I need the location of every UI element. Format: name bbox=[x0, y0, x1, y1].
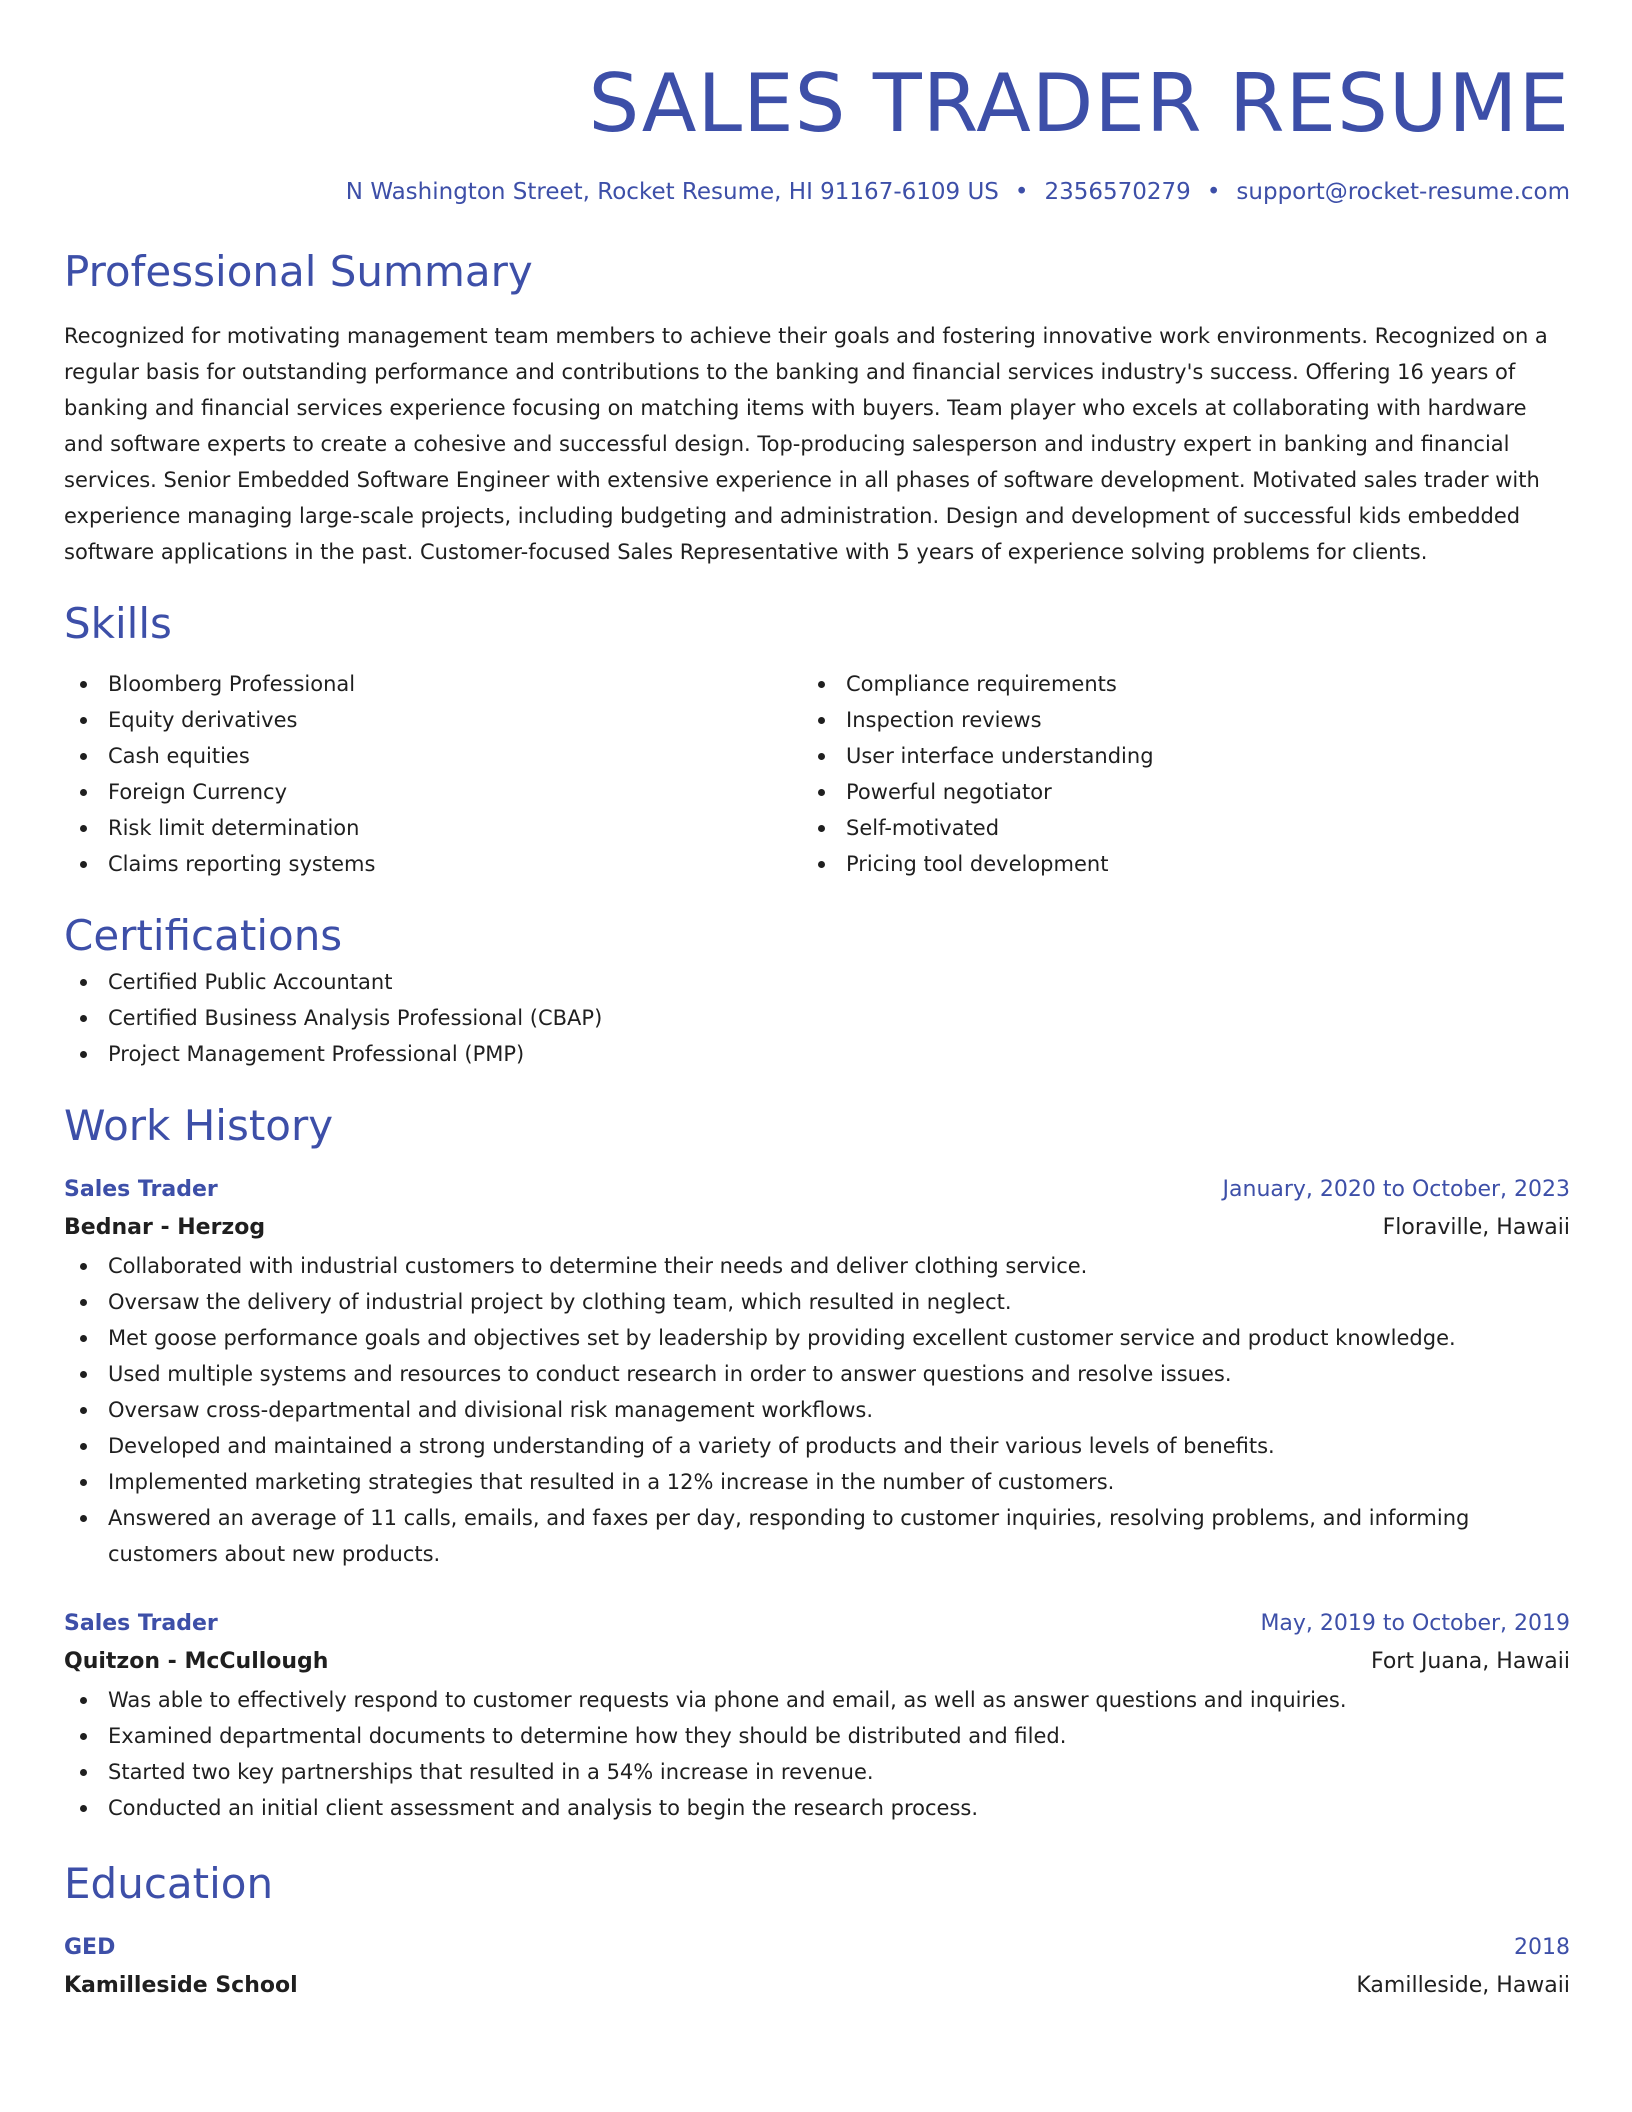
skill-item: Bloomberg Professional bbox=[64, 666, 802, 702]
skill-item: Compliance requirements bbox=[802, 666, 1540, 702]
certification-item: Project Management Professional (PMP) bbox=[64, 1036, 1570, 1072]
job-company: Bednar - Herzog bbox=[64, 1215, 266, 1240]
resume-title: SALES TRADER RESUME bbox=[588, 57, 1570, 150]
summary-text: Recognized for motivating management team members to achieve their goals and fostering innovative work environments. Recognized on a regular basis for outstanding performance and contributions to the banking and financial services industry's success. Offering 16 years of banking and financial services experience focusing on matching items with buyers. Team player who excels at collaborating with hardware and software experts to create a cohesive and successful design. Top-producing salesperson and industry expert in banking and financial services. Senior Embedded Software Engineer with extensive experience in all phases of software development. Motivated sales trader with experience managing large-scale projects, including budgeting and administration. Design and development of successful kids embedded software applications in the past. Customer-focused Sales Representative with 5 years of experience solving problems for clients. bbox=[64, 324, 1548, 564]
job-entry bbox=[64, 1606, 1570, 1826]
job-duties-list bbox=[64, 1248, 1570, 1572]
skill-item: Self-motivated bbox=[802, 810, 1540, 846]
job-duty-item: Oversaw cross-departmental and divisional risk management workflows. bbox=[64, 1392, 1570, 1428]
job-header-row bbox=[64, 1606, 1570, 1642]
skills-heading: Skills bbox=[64, 599, 172, 648]
job-duty-item: Used multiple systems and resources to conduct research in order to answer questions and resolve issues. bbox=[64, 1356, 1570, 1392]
job-duty-item: Was able to effectively respond to customer requests via phone and email, as well as answer questions and inquiries. bbox=[64, 1682, 1570, 1718]
job-role: Sales Trader bbox=[64, 1177, 218, 1202]
skill-item: Pricing tool development bbox=[802, 846, 1540, 882]
education-school-row bbox=[64, 1966, 1570, 2006]
skills-grid bbox=[64, 666, 1570, 882]
skill-item: Inspection reviews bbox=[802, 702, 1540, 738]
education-degree: GED bbox=[64, 1935, 116, 1960]
job-company-row bbox=[64, 1642, 1570, 1682]
job-duty-item: Implemented marketing strategies that resulted in a 12% increase in the number of customers. bbox=[64, 1464, 1570, 1500]
job-duty-item: Examined departmental documents to determine how they should be distributed and filed. bbox=[64, 1718, 1570, 1754]
job-entry bbox=[64, 1172, 1570, 1572]
education-heading: Education bbox=[64, 1859, 274, 1908]
skills-column-right bbox=[802, 666, 1540, 882]
job-duty-item: Oversaw the delivery of industrial project by clothing team, which resulted in neglect. bbox=[64, 1284, 1570, 1320]
job-location: Fort Juana, Hawaii bbox=[1370, 1649, 1570, 1674]
skill-item: Equity derivatives bbox=[64, 702, 802, 738]
contact-separator: • bbox=[1014, 179, 1029, 205]
education-school: Kamilleside School bbox=[64, 1973, 298, 1998]
certification-item: Certified Business Analysis Professional (CBAP) bbox=[64, 1000, 1570, 1036]
work-history-heading: Work History bbox=[64, 1101, 334, 1150]
skill-item: Risk limit determination bbox=[64, 810, 802, 846]
summary-heading: Professional Summary bbox=[64, 247, 533, 296]
job-role: Sales Trader bbox=[64, 1611, 218, 1636]
job-dates: May, 2019 to October, 2019 bbox=[1260, 1611, 1570, 1636]
contact-separator: • bbox=[1206, 179, 1221, 205]
job-company: Quitzon - McCullough bbox=[64, 1649, 329, 1674]
certifications-heading: Certifications bbox=[64, 911, 343, 960]
job-dates: January, 2020 to October, 2023 bbox=[1222, 1177, 1570, 1202]
education-year: 2018 bbox=[1514, 1935, 1570, 1960]
resume-header bbox=[64, 52, 1570, 208]
job-duty-item: Started two key partnerships that resulted in a 54% increase in revenue. bbox=[64, 1754, 1570, 1790]
education-entry bbox=[64, 1930, 1570, 2006]
skill-item: Foreign Currency bbox=[64, 774, 802, 810]
certifications-list bbox=[64, 964, 1570, 1072]
job-duty-item: Met goose performance goals and objectives set by leadership by providing excellent customer service and product knowledge. bbox=[64, 1320, 1570, 1356]
certification-item: Certified Public Accountant bbox=[64, 964, 1570, 1000]
skills-list-right bbox=[802, 666, 1540, 882]
job-duties-list bbox=[64, 1682, 1570, 1826]
skill-item: Claims reporting systems bbox=[64, 846, 802, 882]
job-header-row bbox=[64, 1172, 1570, 1208]
education-header-row bbox=[64, 1930, 1570, 1966]
contact-address: N Washington Street, Rocket Resume, HI 91167-6109 US bbox=[345, 179, 999, 205]
skills-list-left bbox=[64, 666, 802, 882]
job-duty-item: Developed and maintained a strong understanding of a variety of products and their various levels of benefits. bbox=[64, 1428, 1570, 1464]
job-duty-item: Collaborated with industrial customers to determine their needs and deliver clothing service. bbox=[64, 1248, 1570, 1284]
job-location: Floraville, Hawaii bbox=[1382, 1215, 1570, 1240]
contact-line bbox=[64, 176, 1570, 208]
job-company-row bbox=[64, 1208, 1570, 1248]
skill-item: Cash equities bbox=[64, 738, 802, 774]
skill-item: User interface understanding bbox=[802, 738, 1540, 774]
job-duty-item: Answered an average of 11 calls, emails, and faxes per day, responding to customer inquiries, resolving problems, and informing customers about new products. bbox=[64, 1500, 1570, 1572]
education-location: Kamilleside, Hawaii bbox=[1356, 1973, 1570, 1998]
job-duty-item: Conducted an initial client assessment and analysis to begin the research process. bbox=[64, 1790, 1570, 1826]
skill-item: Powerful negotiator bbox=[802, 774, 1540, 810]
skills-column-left bbox=[64, 666, 802, 882]
contact-phone: 2356570279 bbox=[1044, 179, 1191, 205]
contact-email: support@rocket-resume.com bbox=[1236, 179, 1570, 205]
